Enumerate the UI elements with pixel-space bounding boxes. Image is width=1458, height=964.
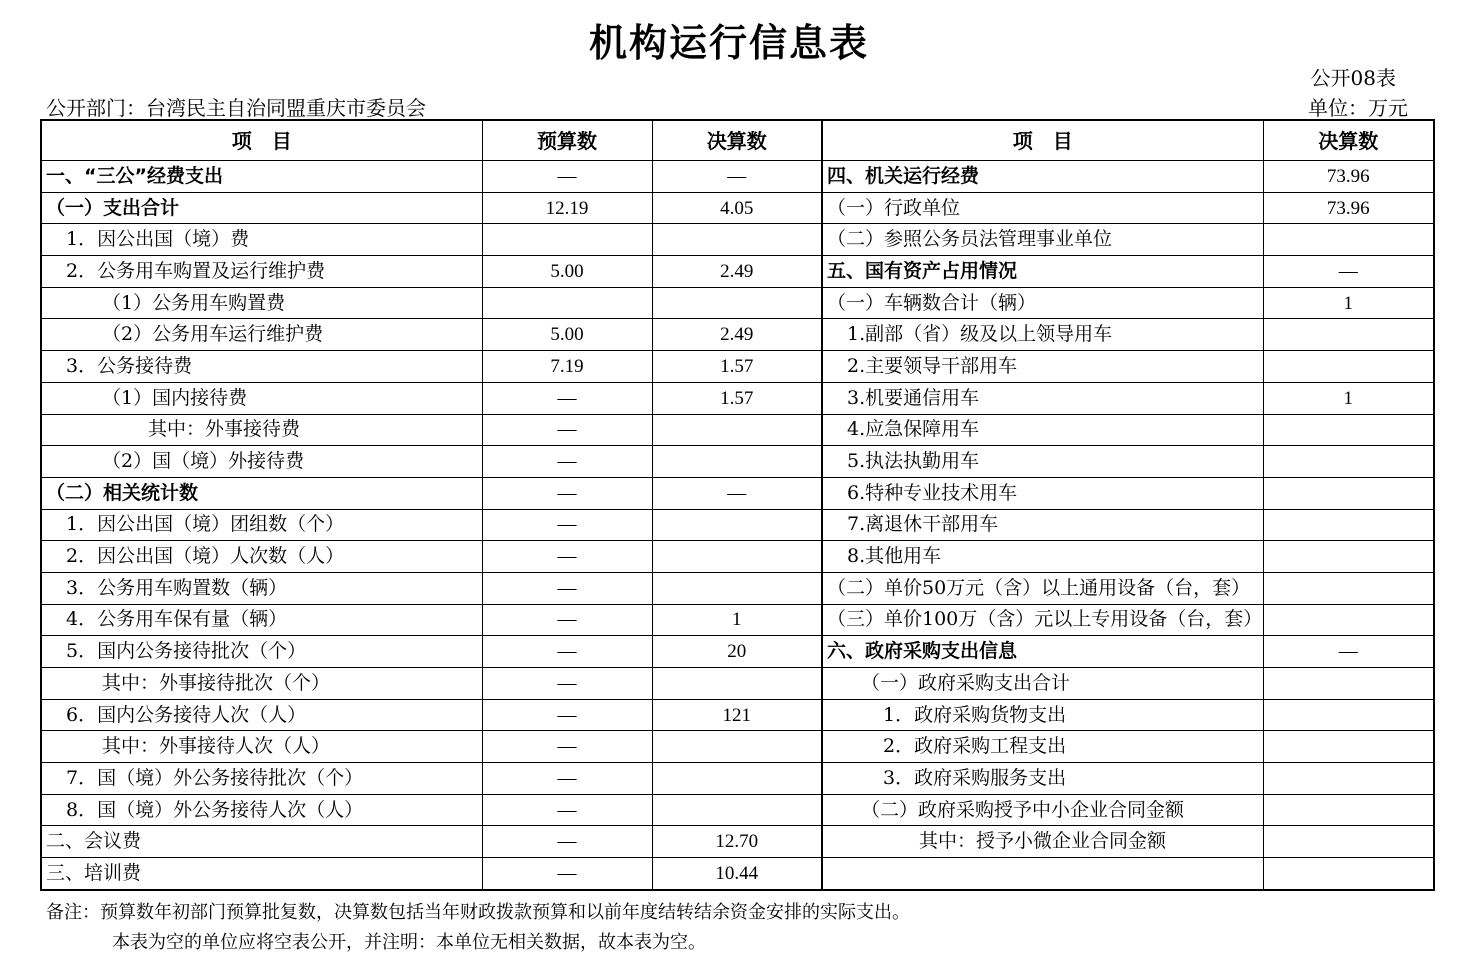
left-item-cell: 一、“三公”经费支出: [41, 161, 482, 193]
table-row: [41, 287, 1434, 319]
final-cell: 4.05: [652, 192, 822, 224]
left-item-cell: 3．公务用车购置数（辆）: [41, 572, 482, 604]
right-item-cell: 3．政府采购服务支出: [822, 763, 1263, 795]
page-title: 机构运行信息表: [588, 21, 869, 65]
left-item-cell: （1）公务用车购置费: [41, 287, 482, 319]
right-final-cell: [1263, 699, 1434, 731]
right-item-cell: （一）车辆数合计（辆）: [822, 287, 1263, 319]
right-item-cell: （一）政府采购支出合计: [822, 668, 1263, 700]
final-cell: [652, 572, 822, 604]
table-row: [41, 414, 1434, 446]
left-item-cell: （1）国内接待费: [41, 382, 482, 414]
right-item-cell: 1．政府采购货物支出: [822, 699, 1263, 731]
final-cell: [652, 224, 822, 256]
budget-cell: —: [482, 794, 652, 826]
header-left-final: 决算数: [652, 120, 822, 161]
left-item-cell: （二）相关统计数: [41, 477, 482, 509]
right-final-cell: [1263, 794, 1434, 826]
right-final-cell: 1: [1263, 382, 1434, 414]
final-cell: [652, 509, 822, 541]
left-item-cell: 3．公务接待费: [41, 351, 482, 383]
right-final-cell: [1263, 477, 1434, 509]
left-item-cell: 4．公务用车保有量（辆）: [41, 604, 482, 636]
final-cell: [652, 446, 822, 478]
final-cell: 121: [652, 699, 822, 731]
right-final-cell: [1263, 319, 1434, 351]
table-row: [41, 826, 1434, 858]
right-final-cell: [1263, 541, 1434, 573]
right-item-cell: 四、机关运行经费: [822, 161, 1263, 193]
right-item-cell: 8.其他用车: [822, 541, 1263, 573]
table-row: [41, 382, 1434, 414]
budget-cell: 7.19: [482, 351, 652, 383]
right-item-cell: （二）参照公务员法管理事业单位: [822, 224, 1263, 256]
right-final-cell: [1263, 763, 1434, 795]
final-cell: [652, 668, 822, 700]
final-cell: 2.49: [652, 319, 822, 351]
right-item-cell: （二）政府采购授予中小企业合同金额: [822, 794, 1263, 826]
right-item-cell: 六、政府采购支出信息: [822, 636, 1263, 668]
budget-cell: —: [482, 541, 652, 573]
budget-cell: —: [482, 604, 652, 636]
right-item-cell: （一）行政单位: [822, 192, 1263, 224]
left-item-cell: 6．国内公务接待人次（人）: [41, 699, 482, 731]
final-cell: —: [652, 161, 822, 193]
budget-cell: —: [482, 731, 652, 763]
budget-cell: —: [482, 382, 652, 414]
final-cell: 10.44: [652, 858, 822, 890]
budget-cell: —: [482, 477, 652, 509]
note-line-2: 本表为空的单位应将空表公开，并注明：本单位无相关数据，故本表为空。: [112, 932, 706, 953]
table-row: [41, 224, 1434, 256]
unit-label: 单位：万元: [1308, 96, 1408, 120]
left-item-cell: 三、培训费: [41, 858, 482, 890]
right-final-cell: 1: [1263, 287, 1434, 319]
table-row: [41, 699, 1434, 731]
final-cell: 2.49: [652, 256, 822, 288]
table-row: [41, 763, 1434, 795]
right-item-cell: 4.应急保障用车: [822, 414, 1263, 446]
right-item-cell: 7.离退休干部用车: [822, 509, 1263, 541]
left-item-cell: 二、会议费: [41, 826, 482, 858]
final-cell: [652, 794, 822, 826]
budget-cell: —: [482, 763, 652, 795]
final-cell: [652, 414, 822, 446]
header-right-item: 项 目: [822, 120, 1263, 161]
right-final-cell: [1263, 414, 1434, 446]
header-row: [41, 120, 1434, 161]
right-item-cell: （三）单价100万（含）元以上专用设备（台，套）: [822, 604, 1263, 636]
table-row: [41, 161, 1434, 193]
table-row: [41, 509, 1434, 541]
final-cell: 1: [652, 604, 822, 636]
right-final-cell: [1263, 668, 1434, 700]
right-final-cell: —: [1263, 636, 1434, 668]
final-cell: [652, 287, 822, 319]
budget-cell: —: [482, 572, 652, 604]
budget-cell: —: [482, 509, 652, 541]
right-item-cell: 五、国有资产占用情况: [822, 256, 1263, 288]
right-final-cell: —: [1263, 256, 1434, 288]
right-final-cell: [1263, 572, 1434, 604]
right-item-cell: 其中：授予小微企业合同金额: [822, 826, 1263, 858]
budget-cell: —: [482, 446, 652, 478]
final-cell: 20: [652, 636, 822, 668]
table-row: [41, 604, 1434, 636]
table-row: [41, 858, 1434, 890]
right-item-cell: 1.副部（省）级及以上领导用车: [822, 319, 1263, 351]
table-row: [41, 668, 1434, 700]
right-final-cell: 73.96: [1263, 161, 1434, 193]
right-final-cell: [1263, 858, 1434, 890]
right-item-cell: 2．政府采购工程支出: [822, 731, 1263, 763]
left-item-cell: 2．公务用车购置及运行维护费: [41, 256, 482, 288]
final-cell: [652, 731, 822, 763]
left-item-cell: 1．因公出国（境）团组数（个）: [41, 509, 482, 541]
left-item-cell: （2）国（境）外接待费: [41, 446, 482, 478]
budget-cell: —: [482, 826, 652, 858]
left-item-cell: 其中：外事接待人次（人）: [41, 731, 482, 763]
header-left-budget: 预算数: [482, 120, 652, 161]
budget-cell: [482, 224, 652, 256]
right-final-cell: [1263, 604, 1434, 636]
left-item-cell: 7．国（境）外公务接待批次（个）: [41, 763, 482, 795]
table-number: 公开08表: [1310, 66, 1396, 90]
right-final-cell: [1263, 509, 1434, 541]
left-item-cell: （2）公务用车运行维护费: [41, 319, 482, 351]
header-left-item: 项 目: [41, 120, 482, 161]
right-final-cell: [1263, 826, 1434, 858]
budget-cell: —: [482, 636, 652, 668]
table-row: [41, 319, 1434, 351]
table-row: [41, 572, 1434, 604]
right-final-cell: 73.96: [1263, 192, 1434, 224]
right-item-cell: [822, 858, 1263, 890]
final-cell: 1.57: [652, 351, 822, 383]
left-item-cell: 8．国（境）外公务接待人次（人）: [41, 794, 482, 826]
table-row: [41, 636, 1434, 668]
header-right-final: 决算数: [1263, 120, 1434, 161]
right-final-cell: [1263, 351, 1434, 383]
budget-cell: [482, 287, 652, 319]
info-table: [40, 119, 1435, 891]
table-row: [41, 256, 1434, 288]
right-item-cell: （二）单价50万元（含）以上通用设备（台，套）: [822, 572, 1263, 604]
final-cell: 12.70: [652, 826, 822, 858]
table-row: [41, 541, 1434, 573]
left-item-cell: 5．国内公务接待批次（个）: [41, 636, 482, 668]
budget-cell: —: [482, 161, 652, 193]
budget-cell: 12.19: [482, 192, 652, 224]
budget-cell: —: [482, 858, 652, 890]
table-row: [41, 446, 1434, 478]
budget-cell: —: [482, 414, 652, 446]
final-cell: [652, 763, 822, 795]
budget-cell: 5.00: [482, 256, 652, 288]
right-item-cell: 2.主要领导干部用车: [822, 351, 1263, 383]
table-row: [41, 192, 1434, 224]
left-item-cell: （一）支出合计: [41, 192, 482, 224]
table-row: [41, 794, 1434, 826]
table-row: [41, 477, 1434, 509]
left-item-cell: 2．因公出国（境）人次数（人）: [41, 541, 482, 573]
right-item-cell: 3.机要通信用车: [822, 382, 1263, 414]
final-cell: 1.57: [652, 382, 822, 414]
final-cell: —: [652, 477, 822, 509]
table-row: [41, 351, 1434, 383]
right-final-cell: [1263, 224, 1434, 256]
right-final-cell: [1263, 446, 1434, 478]
budget-cell: —: [482, 699, 652, 731]
left-item-cell: 其中：外事接待批次（个）: [41, 668, 482, 700]
left-item-cell: 其中：外事接待费: [41, 414, 482, 446]
right-item-cell: 5.执法执勤用车: [822, 446, 1263, 478]
budget-cell: 5.00: [482, 319, 652, 351]
budget-cell: —: [482, 668, 652, 700]
table-row: [41, 731, 1434, 763]
right-item-cell: 6.特种专业技术用车: [822, 477, 1263, 509]
right-final-cell: [1263, 731, 1434, 763]
department-label: 公开部门：台湾民主自治同盟重庆市委员会: [46, 96, 426, 120]
note-line-1: 备注：预算数年初部门预算批复数，决算数包括当年财政拨款预算和以前年度结转结余资金安排的实际支出。: [46, 902, 910, 923]
left-item-cell: 1．因公出国（境）费: [41, 224, 482, 256]
table-body: [41, 161, 1434, 890]
final-cell: [652, 541, 822, 573]
